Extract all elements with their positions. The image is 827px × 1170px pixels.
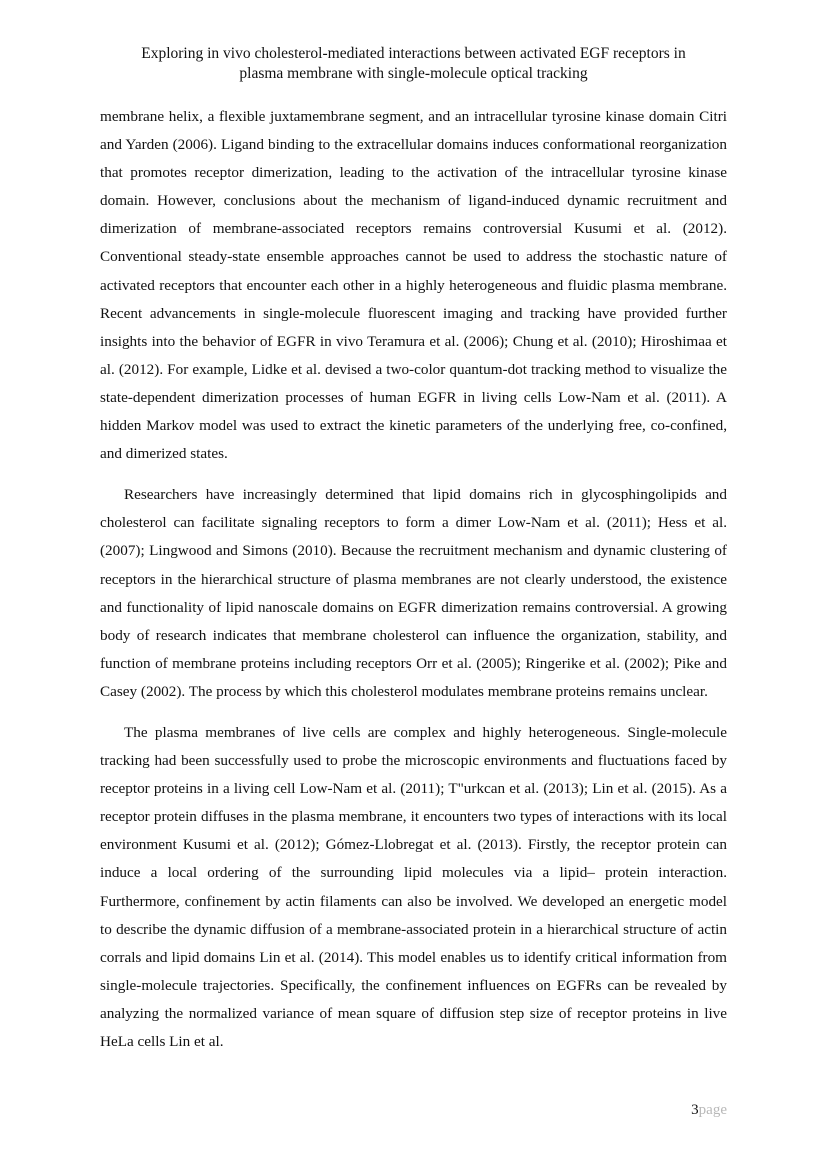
page-number <box>691 1101 727 1119</box>
running-title-line-2: plasma membrane with single-molecule optical tracking <box>239 65 588 82</box>
running-header <box>100 44 727 84</box>
paragraph-3: The plasma membranes of live cells are complex and highly heterogeneous. Single-molecule tracking had been successfully used to probe the microscopic environments and fluctuations faced by receptor proteins in a living cell Low-Nam et al. (2011); T"urkcan et al. (2013); Lin et al. (2015). As a receptor protein diffuses in the plasma membrane, it encounters two types of interactions with its local environment Kusumi et al. (2012); Gómez-Llobregat et al. (2013). Firstly, the receptor protein can induce a local ordering of the surrounding lipid molecules via a lipid– protein interaction. Furthermore, confinement by actin filaments can also be involved. We developed an energetic model to describe the dynamic diffusion of a membrane-associated protein in a hierarchical structure of actin corrals and lipid domains Lin et al. (2014). This model enables us to identify critical information from single-molecule trajectories. Specifically, the confinement influences on EGFRs can be revealed by analyzing the normalized variance of mean square of diffusion step size of receptor proteins in live HeLa cells Lin et al. <box>100 723 727 1050</box>
body-text <box>100 103 727 1056</box>
page-number-label: page <box>698 1102 727 1118</box>
paragraph-2: Researchers have increasingly determined that lipid domains rich in glycosphingolipids and cholesterol can facilitate signaling receptors to form a dimer Low-Nam et al. (2011); Hess et al. (2007); Lingwood and Simons (2010). Because the recruitment mechanism and dynamic clustering of receptors in the hierarchical structure of plasma membranes are not clearly understood, the existence and functionality of lipid nanoscale domains on EGFR dimerization remains controversial. A growing body of research indicates that membrane cholesterol can influence the organization, stability, and function of membrane proteins including receptors Orr et al. (2005); Ringerike et al. (2002); Pike and Casey (2002). The process by which this cholesterol modulates membrane proteins remains unclear. <box>100 486 727 700</box>
page-number-value: 3 <box>691 1102 699 1118</box>
paragraph-1: membrane helix, a flexible juxtamembrane segment, and an intracellular tyrosine kinase domain Citri and Yarden (2006). Ligand binding to the extracellular domains induces conformational reorganization that promotes receptor dimerization, leading to the activation of the intracellular tyrosine kinase domain. However, conclusions about the mechanism of ligand-induced dynamic recruitment and dimerization of membrane-associated receptors remains controversial Kusumi et al. (2012). Conventional steady-state ensemble approaches cannot be used to address the stochastic nature of activated receptors that encounter each other in a highly heterogeneous and fluidic plasma membrane. Recent advancements in single-molecule fluorescent imaging and tracking have provided further insights into the behavior of EGFR in vivo Teramura et al. (2006); Chung et al. (2010); Hiroshimaa et al. (2012). For example, Lidke et al. devised a two-color quantum-dot tracking method to visualize the state-dependent dimerization processes of human EGFR in living cells Low-Nam et al. (2011). A hidden Markov model was used to extract the kinetic parameters of the underlying free, co-confined, and dimerized states. <box>100 108 727 463</box>
running-title-line-1: Exploring in vivo cholesterol-mediated interactions between activated EGF receptors in <box>141 45 686 62</box>
